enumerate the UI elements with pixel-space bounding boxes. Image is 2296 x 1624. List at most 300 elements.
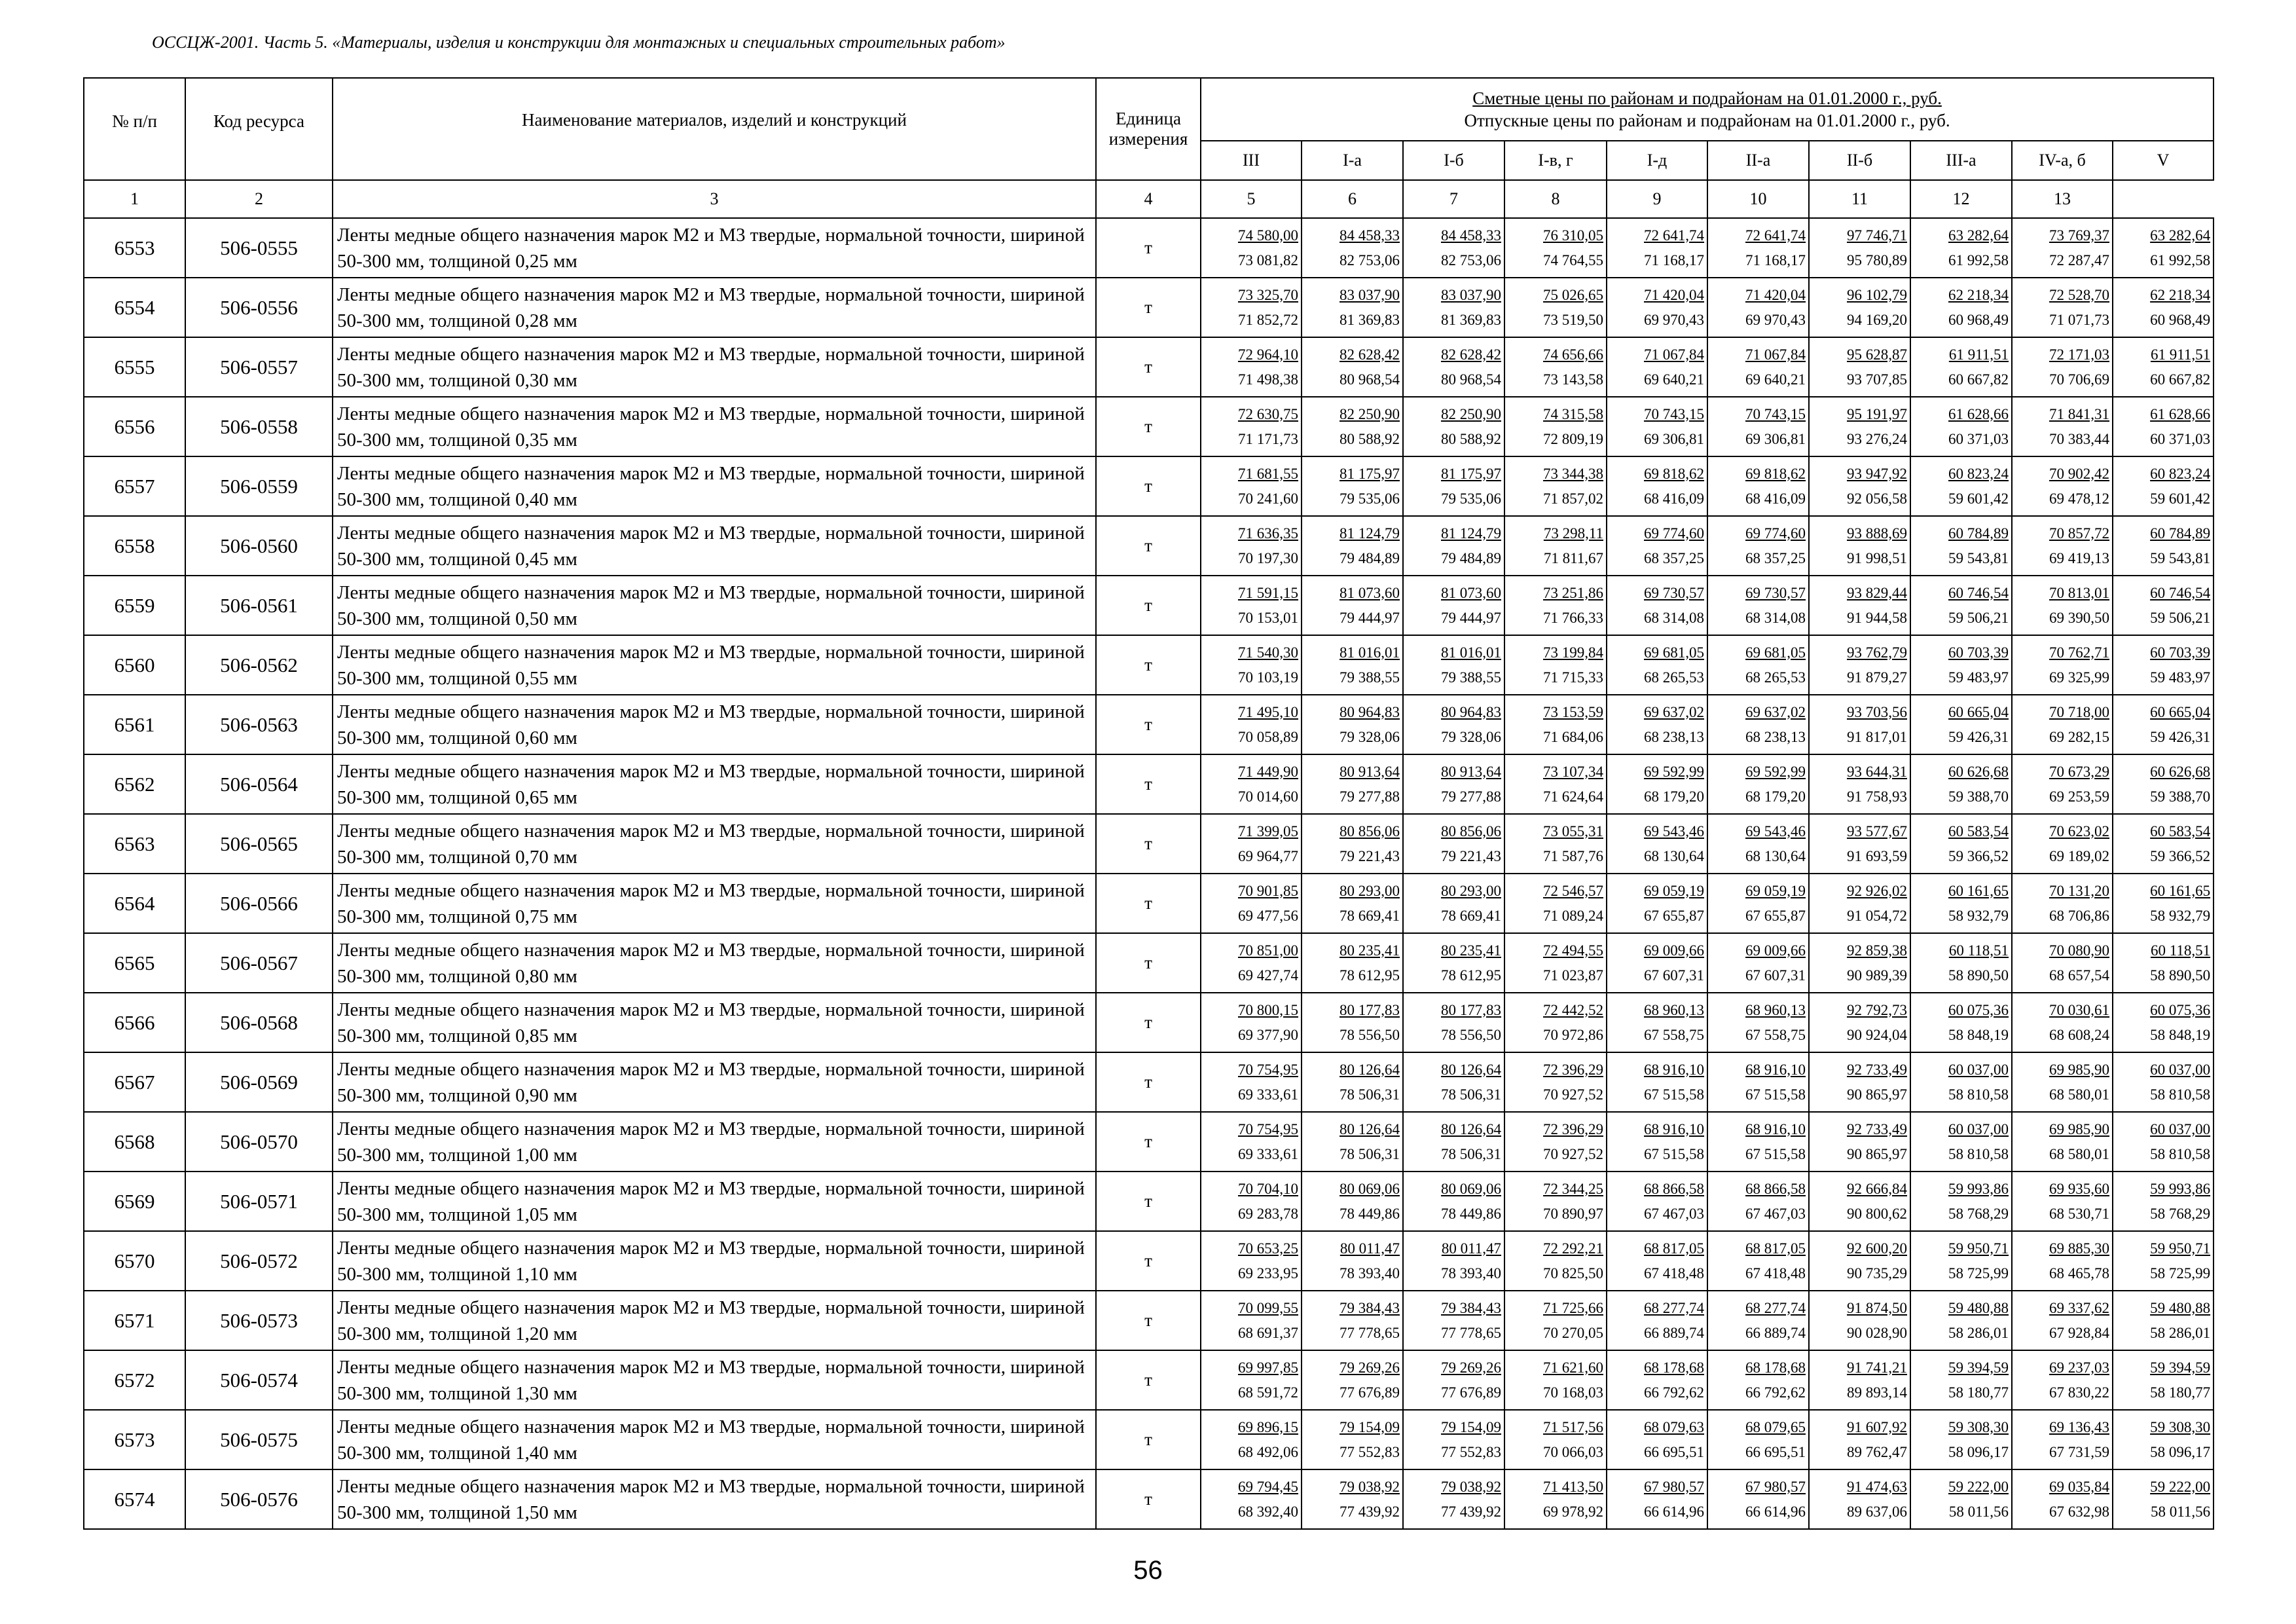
release-price: 70 270,05 bbox=[1543, 1324, 1603, 1341]
price-cell bbox=[1809, 1350, 1910, 1410]
price-cell bbox=[1910, 337, 2012, 397]
release-price: 78 669,41 bbox=[1339, 907, 1400, 924]
release-price: 68 608,24 bbox=[2049, 1026, 2109, 1043]
estimate-price: 93 762,79 bbox=[1847, 644, 1907, 661]
price-cell bbox=[1707, 1350, 1809, 1410]
estimate-price: 81 016,01 bbox=[1441, 644, 1501, 661]
release-price: 58 286,01 bbox=[1948, 1324, 2009, 1341]
release-price: 59 388,70 bbox=[1948, 788, 2009, 805]
material-name: Ленты медные общего назначения марок М2 и М3 твердые, нормальной точности, шириной 50-300 мм, толщиной 0,28 мм bbox=[333, 278, 1096, 337]
price-cell bbox=[1302, 1172, 1403, 1231]
release-price: 79 535,06 bbox=[1339, 490, 1400, 507]
release-price: 82 753,06 bbox=[1339, 251, 1400, 268]
release-price: 68 492,06 bbox=[1238, 1443, 1298, 1460]
release-price: 68 179,20 bbox=[1745, 788, 1806, 805]
column-number: 10 bbox=[1707, 180, 1809, 218]
estimate-price: 69 136,43 bbox=[2049, 1418, 2109, 1435]
release-price: 67 632,98 bbox=[2049, 1503, 2109, 1520]
price-cell bbox=[1302, 516, 1403, 576]
price-cell bbox=[1910, 1172, 2012, 1231]
estimate-price: 60 784,89 bbox=[2150, 525, 2211, 542]
estimate-price: 59 950,71 bbox=[2150, 1240, 2211, 1257]
release-price: 69 333,61 bbox=[1238, 1086, 1298, 1103]
estimate-price: 69 543,46 bbox=[1745, 822, 1806, 840]
estimate-price: 70 857,72 bbox=[2049, 525, 2109, 542]
resource-code: 506-0559 bbox=[185, 456, 333, 516]
price-cell bbox=[2012, 1112, 2113, 1172]
price-cell bbox=[1302, 635, 1403, 695]
estimate-price: 73 344,38 bbox=[1543, 465, 1603, 482]
release-price: 70 103,19 bbox=[1238, 669, 1298, 686]
estimate-price: 71 413,50 bbox=[1543, 1478, 1603, 1495]
release-price: 69 333,61 bbox=[1238, 1145, 1298, 1162]
price-cell bbox=[1201, 1410, 1302, 1469]
estimate-price: 71 725,66 bbox=[1543, 1299, 1603, 1316]
resource-code: 506-0566 bbox=[185, 874, 333, 933]
estimate-price: 92 733,49 bbox=[1847, 1061, 1907, 1078]
row-number: 6571 bbox=[84, 1291, 185, 1350]
price-cell bbox=[1302, 1052, 1403, 1112]
release-price: 95 780,89 bbox=[1847, 251, 1907, 268]
estimate-price: 60 823,24 bbox=[1948, 465, 2009, 482]
estimate-price: 61 911,51 bbox=[1948, 346, 2009, 363]
price-cell bbox=[1607, 933, 1707, 993]
estimate-price: 75 026,65 bbox=[1543, 286, 1603, 303]
estimate-price: 61 628,66 bbox=[1948, 405, 2009, 422]
release-price: 72 809,19 bbox=[1543, 430, 1603, 447]
column-number: 8 bbox=[1504, 180, 1607, 218]
price-cell bbox=[1707, 1172, 1809, 1231]
column-number: 4 bbox=[1096, 180, 1201, 218]
estimate-price: 70 800,15 bbox=[1238, 1001, 1298, 1018]
estimate-price: 60 626,68 bbox=[1948, 763, 2009, 780]
resource-code: 506-0565 bbox=[185, 814, 333, 874]
release-price: 68 580,01 bbox=[2049, 1086, 2109, 1103]
release-price: 66 889,74 bbox=[1644, 1324, 1704, 1341]
release-price: 67 830,22 bbox=[2049, 1384, 2109, 1401]
price-cell bbox=[1201, 993, 1302, 1052]
release-price: 78 506,31 bbox=[1339, 1145, 1400, 1162]
release-price: 91 758,93 bbox=[1847, 788, 1907, 805]
release-price: 68 591,72 bbox=[1238, 1384, 1298, 1401]
price-cell bbox=[2113, 456, 2214, 516]
estimate-price: 82 628,42 bbox=[1339, 346, 1400, 363]
price-cell bbox=[1201, 814, 1302, 874]
release-price: 79 328,06 bbox=[1339, 728, 1400, 745]
release-price: 91 817,01 bbox=[1847, 728, 1907, 745]
release-price: 69 233,95 bbox=[1238, 1264, 1298, 1282]
release-price: 58 768,29 bbox=[2150, 1205, 2211, 1222]
resource-code: 506-0573 bbox=[185, 1291, 333, 1350]
estimate-price: 74 656,66 bbox=[1543, 346, 1603, 363]
price-cell bbox=[1504, 1231, 1607, 1291]
price-cell bbox=[1403, 397, 1504, 456]
price-cell bbox=[1910, 695, 2012, 754]
estimate-price: 68 960,13 bbox=[1745, 1001, 1806, 1018]
estimate-price: 80 293,00 bbox=[1339, 882, 1400, 899]
price-cell bbox=[2113, 695, 2214, 754]
release-price: 59 543,81 bbox=[2150, 549, 2211, 566]
release-price: 79 444,97 bbox=[1441, 609, 1501, 626]
material-name: Ленты медные общего назначения марок М2 и М3 твердые, нормальной точности, шириной 50-300 мм, толщиной 1,30 мм bbox=[333, 1350, 1096, 1410]
price-cell bbox=[2012, 278, 2113, 337]
estimate-price: 59 308,30 bbox=[2150, 1418, 2211, 1435]
price-cell bbox=[1403, 1469, 1504, 1529]
resource-code: 506-0560 bbox=[185, 516, 333, 576]
release-price: 77 552,83 bbox=[1339, 1443, 1400, 1460]
price-cell bbox=[1607, 1231, 1707, 1291]
release-price: 67 467,03 bbox=[1644, 1205, 1704, 1222]
header-num: № п/п bbox=[84, 78, 185, 180]
header-prices bbox=[1201, 78, 2214, 141]
release-price: 70 058,89 bbox=[1238, 728, 1298, 745]
price-cell bbox=[1809, 814, 1910, 874]
estimate-price: 71 449,90 bbox=[1238, 763, 1298, 780]
estimate-price: 73 199,84 bbox=[1543, 644, 1603, 661]
price-cell bbox=[1809, 1172, 1910, 1231]
estimate-price: 73 298,11 bbox=[1543, 525, 1603, 542]
price-cell bbox=[1403, 516, 1504, 576]
estimate-price: 80 293,00 bbox=[1441, 882, 1501, 899]
release-price: 78 612,95 bbox=[1339, 967, 1400, 984]
release-price: 67 607,31 bbox=[1745, 967, 1806, 984]
release-price: 66 792,62 bbox=[1644, 1384, 1704, 1401]
row-number: 6558 bbox=[84, 516, 185, 576]
estimate-price: 60 703,39 bbox=[2150, 644, 2211, 661]
release-price: 69 970,43 bbox=[1644, 311, 1704, 328]
price-cell bbox=[1707, 1052, 1809, 1112]
release-price: 78 506,31 bbox=[1339, 1086, 1400, 1103]
estimate-price: 70 902,42 bbox=[2049, 465, 2109, 482]
release-price: 70 927,52 bbox=[1543, 1145, 1603, 1162]
price-cell bbox=[1707, 278, 1809, 337]
estimate-price: 80 856,06 bbox=[1441, 822, 1501, 840]
material-name: Ленты медные общего назначения марок М2 и М3 твердые, нормальной точности, шириной 50-300 мм, толщиной 0,85 мм bbox=[333, 993, 1096, 1052]
unit-of-measure: т bbox=[1096, 814, 1201, 874]
material-name: Ленты медные общего назначения марок М2 и М3 твердые, нормальной точности, шириной 50-300 мм, толщиной 0,25 мм bbox=[333, 218, 1096, 278]
price-cell bbox=[1302, 1410, 1403, 1469]
price-cell bbox=[1809, 218, 1910, 278]
estimate-price: 63 282,64 bbox=[1948, 227, 2009, 244]
estimate-price: 68 960,13 bbox=[1644, 1001, 1704, 1018]
row-number: 6559 bbox=[84, 576, 185, 635]
row-number: 6560 bbox=[84, 635, 185, 695]
estimate-price: 60 161,65 bbox=[1948, 882, 2009, 899]
price-cell bbox=[1607, 1469, 1707, 1529]
estimate-price: 60 823,24 bbox=[2150, 465, 2211, 482]
estimate-price: 91 607,92 bbox=[1847, 1418, 1907, 1435]
estimate-price: 59 480,88 bbox=[2150, 1299, 2211, 1316]
price-cell bbox=[1607, 1172, 1707, 1231]
estimate-price: 59 480,88 bbox=[1948, 1299, 2009, 1316]
release-price: 58 096,17 bbox=[1948, 1443, 2009, 1460]
release-price: 68 357,25 bbox=[1644, 549, 1704, 566]
estimate-price: 69 985,90 bbox=[2049, 1120, 2109, 1137]
estimate-price: 71 399,05 bbox=[1238, 822, 1298, 840]
release-price: 68 265,53 bbox=[1644, 669, 1704, 686]
row-number: 6556 bbox=[84, 397, 185, 456]
estimate-price: 60 075,36 bbox=[1948, 1001, 2009, 1018]
price-cell bbox=[2012, 1291, 2113, 1350]
release-price: 59 506,21 bbox=[1948, 609, 2009, 626]
estimate-price: 79 038,92 bbox=[1339, 1478, 1400, 1495]
release-price: 61 992,58 bbox=[2150, 251, 2211, 268]
estimate-price: 71 495,10 bbox=[1238, 703, 1298, 720]
release-price: 68 657,54 bbox=[2049, 967, 2109, 984]
release-price: 79 484,89 bbox=[1339, 549, 1400, 566]
release-price: 68 416,09 bbox=[1644, 490, 1704, 507]
release-price: 60 968,49 bbox=[1948, 311, 2009, 328]
price-cell bbox=[2113, 754, 2214, 814]
price-cell bbox=[1504, 754, 1607, 814]
material-name: Ленты медные общего назначения марок М2 и М3 твердые, нормальной точности, шириной 50-300 мм, толщиной 1,10 мм bbox=[333, 1231, 1096, 1291]
price-cell bbox=[1910, 218, 2012, 278]
estimate-price: 72 396,29 bbox=[1543, 1120, 1603, 1137]
release-price: 79 484,89 bbox=[1441, 549, 1501, 566]
price-cell bbox=[2012, 1172, 2113, 1231]
estimate-price: 60 746,54 bbox=[1948, 584, 2009, 601]
estimate-price: 60 037,00 bbox=[1948, 1061, 2009, 1078]
release-price: 59 366,52 bbox=[1948, 847, 2009, 864]
release-price: 71 168,17 bbox=[1644, 251, 1704, 268]
price-cell bbox=[2012, 1052, 2113, 1112]
estimate-price: 72 396,29 bbox=[1543, 1061, 1603, 1078]
price-cell bbox=[1809, 397, 1910, 456]
price-cell bbox=[1504, 635, 1607, 695]
release-price: 90 865,97 bbox=[1847, 1145, 1907, 1162]
price-cell bbox=[1504, 993, 1607, 1052]
release-price: 67 515,58 bbox=[1745, 1086, 1806, 1103]
estimate-price: 69 997,85 bbox=[1238, 1359, 1298, 1376]
estimate-price: 80 011,47 bbox=[1339, 1240, 1400, 1257]
row-number: 6557 bbox=[84, 456, 185, 516]
row-number: 6555 bbox=[84, 337, 185, 397]
release-price: 73 519,50 bbox=[1543, 311, 1603, 328]
price-cell bbox=[1302, 754, 1403, 814]
row-number: 6563 bbox=[84, 814, 185, 874]
release-price: 69 964,77 bbox=[1238, 847, 1298, 864]
price-cell bbox=[1403, 814, 1504, 874]
price-cell bbox=[2113, 814, 2214, 874]
estimate-price: 80 964,83 bbox=[1441, 703, 1501, 720]
resource-code: 506-0563 bbox=[185, 695, 333, 754]
estimate-price: 69 681,05 bbox=[1745, 644, 1806, 661]
price-cell bbox=[1707, 218, 1809, 278]
estimate-price: 80 126,64 bbox=[1339, 1061, 1400, 1078]
row-number: 6566 bbox=[84, 993, 185, 1052]
price-cell bbox=[2012, 456, 2113, 516]
price-cell bbox=[1201, 218, 1302, 278]
price-cell bbox=[1910, 1469, 2012, 1529]
release-price: 67 515,58 bbox=[1644, 1145, 1704, 1162]
estimate-price: 60 037,00 bbox=[2150, 1061, 2211, 1078]
price-cell bbox=[1302, 993, 1403, 1052]
estimate-price: 91 874,50 bbox=[1847, 1299, 1907, 1316]
estimate-price: 72 171,03 bbox=[2049, 346, 2109, 363]
price-cell bbox=[1809, 635, 1910, 695]
release-price: 69 978,92 bbox=[1543, 1503, 1603, 1520]
price-cell bbox=[1707, 1231, 1809, 1291]
table-row bbox=[84, 278, 2214, 337]
release-price: 58 096,17 bbox=[2150, 1443, 2211, 1460]
table-row bbox=[84, 397, 2214, 456]
estimate-price: 69 818,62 bbox=[1644, 465, 1704, 482]
table-row bbox=[84, 456, 2214, 516]
release-price: 80 968,54 bbox=[1339, 371, 1400, 388]
release-price: 77 439,92 bbox=[1441, 1503, 1501, 1520]
release-price: 71 498,38 bbox=[1238, 371, 1298, 388]
estimate-price: 83 037,90 bbox=[1441, 286, 1501, 303]
estimate-price: 69 035,84 bbox=[2049, 1478, 2109, 1495]
estimate-price: 80 069,06 bbox=[1339, 1180, 1400, 1197]
estimate-price: 73 325,70 bbox=[1238, 286, 1298, 303]
price-cell bbox=[1201, 456, 1302, 516]
release-price: 67 558,75 bbox=[1745, 1026, 1806, 1043]
row-number: 6569 bbox=[84, 1172, 185, 1231]
estimate-price: 79 269,26 bbox=[1441, 1359, 1501, 1376]
row-number: 6561 bbox=[84, 695, 185, 754]
price-cell bbox=[1403, 1410, 1504, 1469]
release-price: 69 282,15 bbox=[2049, 728, 2109, 745]
price-cell bbox=[1302, 1231, 1403, 1291]
price-cell bbox=[1910, 516, 2012, 576]
release-price: 77 676,89 bbox=[1339, 1384, 1400, 1401]
price-cell bbox=[1504, 695, 1607, 754]
price-cell bbox=[2113, 1112, 2214, 1172]
estimate-price: 79 269,26 bbox=[1339, 1359, 1400, 1376]
release-price: 69 640,21 bbox=[1745, 371, 1806, 388]
price-cell bbox=[1910, 1410, 2012, 1469]
resource-code: 506-0555 bbox=[185, 218, 333, 278]
release-price: 70 014,60 bbox=[1238, 788, 1298, 805]
price-cell bbox=[2113, 218, 2214, 278]
table-row bbox=[84, 218, 2214, 278]
price-cell bbox=[1910, 1052, 2012, 1112]
release-price: 68 416,09 bbox=[1745, 490, 1806, 507]
estimate-price: 71 067,84 bbox=[1644, 346, 1704, 363]
price-cell bbox=[1403, 695, 1504, 754]
estimate-price: 80 235,41 bbox=[1441, 942, 1501, 959]
price-cell bbox=[1910, 456, 2012, 516]
estimate-price: 80 126,64 bbox=[1339, 1120, 1400, 1137]
release-price: 67 558,75 bbox=[1644, 1026, 1704, 1043]
estimate-price: 71 621,60 bbox=[1543, 1359, 1603, 1376]
price-cell bbox=[1302, 397, 1403, 456]
release-price: 79 277,88 bbox=[1441, 788, 1501, 805]
price-cell bbox=[1707, 814, 1809, 874]
row-number: 6570 bbox=[84, 1231, 185, 1291]
price-cell bbox=[2012, 1469, 2113, 1529]
unit-of-measure: т bbox=[1096, 695, 1201, 754]
estimate-price: 69 885,30 bbox=[2049, 1240, 2109, 1257]
estimate-price: 92 859,38 bbox=[1847, 942, 1907, 959]
estimate-price: 70 851,00 bbox=[1238, 942, 1298, 959]
price-cell bbox=[1201, 1172, 1302, 1231]
estimate-price: 60 665,04 bbox=[2150, 703, 2211, 720]
price-cell bbox=[1910, 1350, 2012, 1410]
release-price: 68 179,20 bbox=[1644, 788, 1704, 805]
release-price: 68 691,37 bbox=[1238, 1324, 1298, 1341]
release-price: 78 612,95 bbox=[1441, 967, 1501, 984]
column-number: 1 bbox=[84, 180, 185, 218]
estimate-price: 70 704,10 bbox=[1238, 1180, 1298, 1197]
release-price: 73 143,58 bbox=[1543, 371, 1603, 388]
estimate-price: 69 985,90 bbox=[2049, 1061, 2109, 1078]
price-cell bbox=[1809, 1291, 1910, 1350]
release-price: 69 283,78 bbox=[1238, 1205, 1298, 1222]
estimate-price: 59 950,71 bbox=[1948, 1240, 2009, 1257]
release-price: 89 893,14 bbox=[1847, 1384, 1907, 1401]
release-price: 91 998,51 bbox=[1847, 549, 1907, 566]
material-name: Ленты медные общего назначения марок М2 и М3 твердые, нормальной точности, шириной 50-300 мм, толщиной 0,90 мм bbox=[333, 1052, 1096, 1112]
estimate-price: 68 817,05 bbox=[1745, 1240, 1806, 1257]
estimate-price: 69 592,99 bbox=[1745, 763, 1806, 780]
estimate-price: 60 118,51 bbox=[1948, 942, 2009, 959]
estimate-price: 69 637,02 bbox=[1745, 703, 1806, 720]
unit-of-measure: т bbox=[1096, 1231, 1201, 1291]
estimate-price: 84 458,33 bbox=[1339, 227, 1400, 244]
resource-code: 506-0571 bbox=[185, 1172, 333, 1231]
price-cell bbox=[1504, 1052, 1607, 1112]
release-price: 77 778,65 bbox=[1441, 1324, 1501, 1341]
release-price: 68 238,13 bbox=[1644, 728, 1704, 745]
price-cell bbox=[2012, 814, 2113, 874]
release-price: 90 924,04 bbox=[1847, 1026, 1907, 1043]
estimate-price: 72 494,55 bbox=[1543, 942, 1603, 959]
price-cell bbox=[2113, 874, 2214, 933]
estimate-price: 61 911,51 bbox=[2150, 346, 2211, 363]
column-number-row bbox=[84, 180, 2214, 218]
release-price: 70 153,01 bbox=[1238, 609, 1298, 626]
release-price: 67 418,48 bbox=[1745, 1264, 1806, 1282]
price-cell bbox=[1302, 456, 1403, 516]
price-cell bbox=[2113, 1172, 2214, 1231]
price-cell bbox=[1302, 576, 1403, 635]
estimate-price: 68 916,10 bbox=[1745, 1120, 1806, 1137]
estimate-price: 81 124,79 bbox=[1339, 525, 1400, 542]
release-price: 93 707,85 bbox=[1847, 371, 1907, 388]
estimate-price: 70 762,71 bbox=[2049, 644, 2109, 661]
price-cell bbox=[1504, 933, 1607, 993]
price-cell bbox=[1504, 1112, 1607, 1172]
estimate-price: 68 866,58 bbox=[1644, 1180, 1704, 1197]
release-price: 70 066,03 bbox=[1543, 1443, 1603, 1460]
release-price: 72 287,47 bbox=[2049, 251, 2109, 268]
price-cell bbox=[1504, 456, 1607, 516]
estimate-price: 73 055,31 bbox=[1543, 822, 1603, 840]
column-number: 6 bbox=[1302, 180, 1403, 218]
estimate-price: 67 980,57 bbox=[1745, 1478, 1806, 1495]
resource-code: 506-0564 bbox=[185, 754, 333, 814]
price-cell bbox=[1707, 576, 1809, 635]
estimate-price: 62 218,34 bbox=[1948, 286, 2009, 303]
column-number: 2 bbox=[185, 180, 333, 218]
price-cell bbox=[1607, 337, 1707, 397]
estimate-price: 69 637,02 bbox=[1644, 703, 1704, 720]
price-cell bbox=[2113, 1231, 2214, 1291]
material-name: Ленты медные общего назначения марок М2 и М3 твердые, нормальной точности, шириной 50-300 мм, толщиной 0,35 мм bbox=[333, 397, 1096, 456]
price-cell bbox=[1403, 874, 1504, 933]
price-cell bbox=[2012, 397, 2113, 456]
release-price: 78 449,86 bbox=[1339, 1205, 1400, 1222]
row-number: 6574 bbox=[84, 1469, 185, 1529]
estimate-price: 82 250,90 bbox=[1441, 405, 1501, 422]
price-cell bbox=[2113, 397, 2214, 456]
release-price: 68 314,08 bbox=[1745, 609, 1806, 626]
price-cell bbox=[1302, 1469, 1403, 1529]
price-cell bbox=[1403, 1172, 1504, 1231]
release-price: 69 478,12 bbox=[2049, 490, 2109, 507]
